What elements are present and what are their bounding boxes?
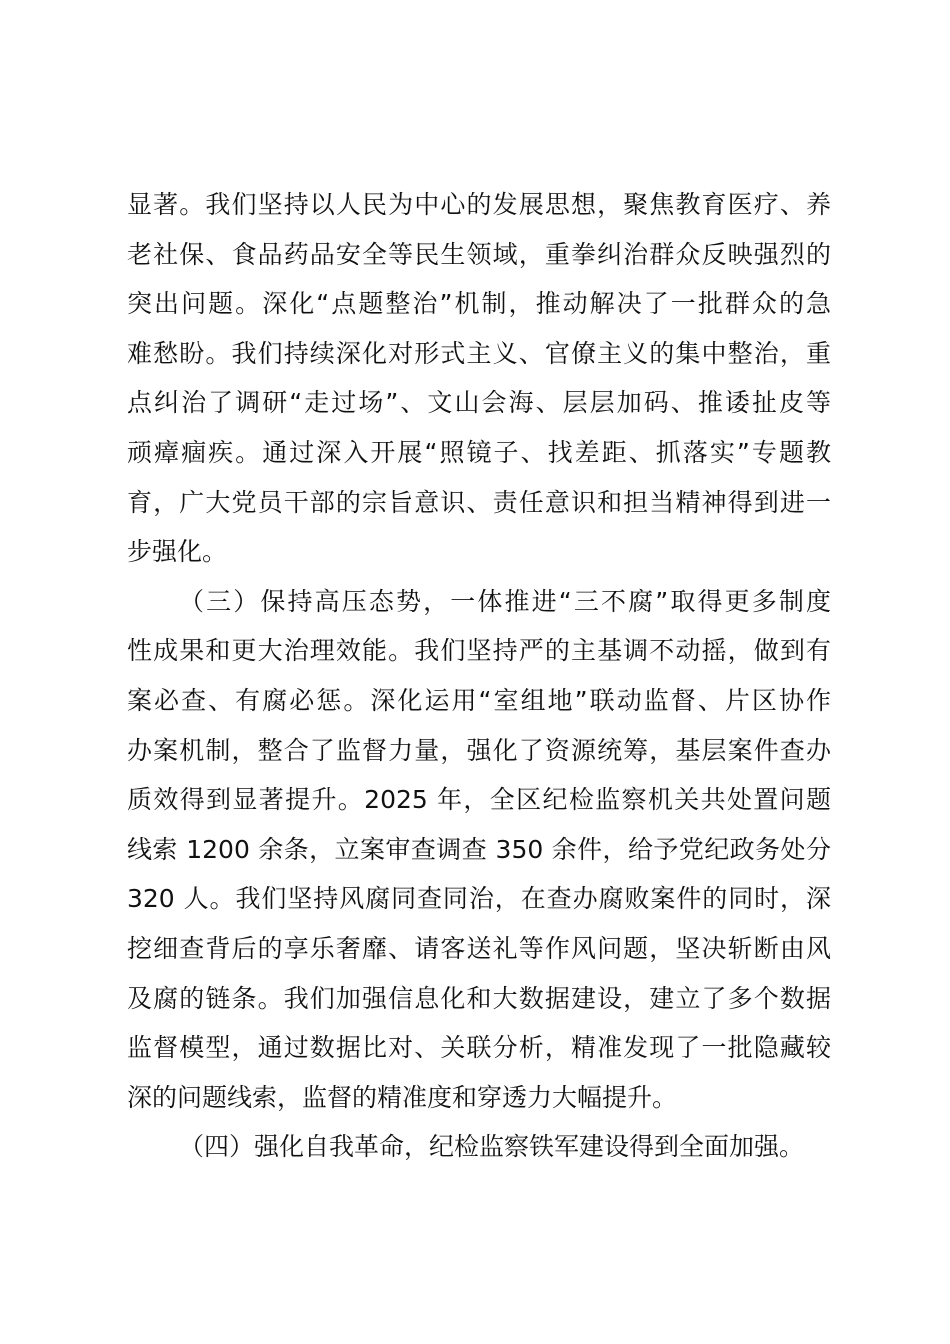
paragraph-line: 老社保、食品药品安全等民生领域，重拳纠治群众反映强烈的: [127, 239, 831, 269]
paragraph-line: 难愁盼。我们持续深化对形式主义、官僚主义的集中整治，重: [127, 338, 831, 368]
paragraph-line: 显著。我们坚持以人民为中心的发展思想，聚焦教育医疗、养: [127, 190, 831, 219]
paragraph-line: 深的问题线索，监督的精准度和穿透力大幅提升。: [127, 1082, 678, 1112]
paragraph-line: 挖细查背后的享乐奢靡、请客送礼等作风问题，坚决斩断由风: [127, 933, 831, 963]
paragraph-line: 监督模型，通过数据比对、关联分析，精准发现了一批隐藏较: [127, 1033, 831, 1063]
paragraph-line: 质效得到显著提升。2025 年，全区纪检监察机关共处置问题: [127, 785, 831, 815]
document-page: [127, 186, 831, 1178]
paragraph-line: 线索 1200 余条，立案审查调查 350 余件，给予党纪政务处分: [127, 834, 831, 864]
paragraph-line: 顽瘴痼疾。通过深入开展“照镜子、找差距、抓落实”专题教: [127, 437, 831, 467]
paragraph-line: 点纠治了调研“走过场”、文山会海、层层加码、推诿扯皮等: [127, 388, 831, 418]
paragraph-line: 性成果和更大治理效能。我们坚持严的主基调不动摇，做到有: [127, 636, 831, 666]
paragraph-line: 突出问题。深化“点题整治”机制，推动解决了一批群众的急: [127, 289, 831, 319]
paragraph-line: 及腐的链条。我们加强信息化和大数据建设，建立了多个数据: [127, 983, 831, 1013]
paragraph-line: 案必查、有腐必惩。深化运用“室组地”联动监督、片区协作: [127, 685, 831, 715]
paragraph-line: 320 人。我们坚持风腐同查同治，在查办腐败案件的同时，深: [127, 884, 831, 914]
paragraph-line: 育，广大党员干部的宗旨意识、责任意识和担当精神得到进一: [127, 487, 831, 517]
paragraph-line: （四）强化自我革命，纪检监察铁军建设得到全面加强。: [179, 1132, 805, 1162]
paragraph-line: 步强化。: [127, 537, 228, 567]
paragraph-line: （三）保持高压态势，一体推进“三不腐”取得更多制度: [179, 586, 831, 616]
paragraph-line: 办案机制，整合了监督力量，强化了资源统筹，基层案件查办: [127, 735, 831, 765]
